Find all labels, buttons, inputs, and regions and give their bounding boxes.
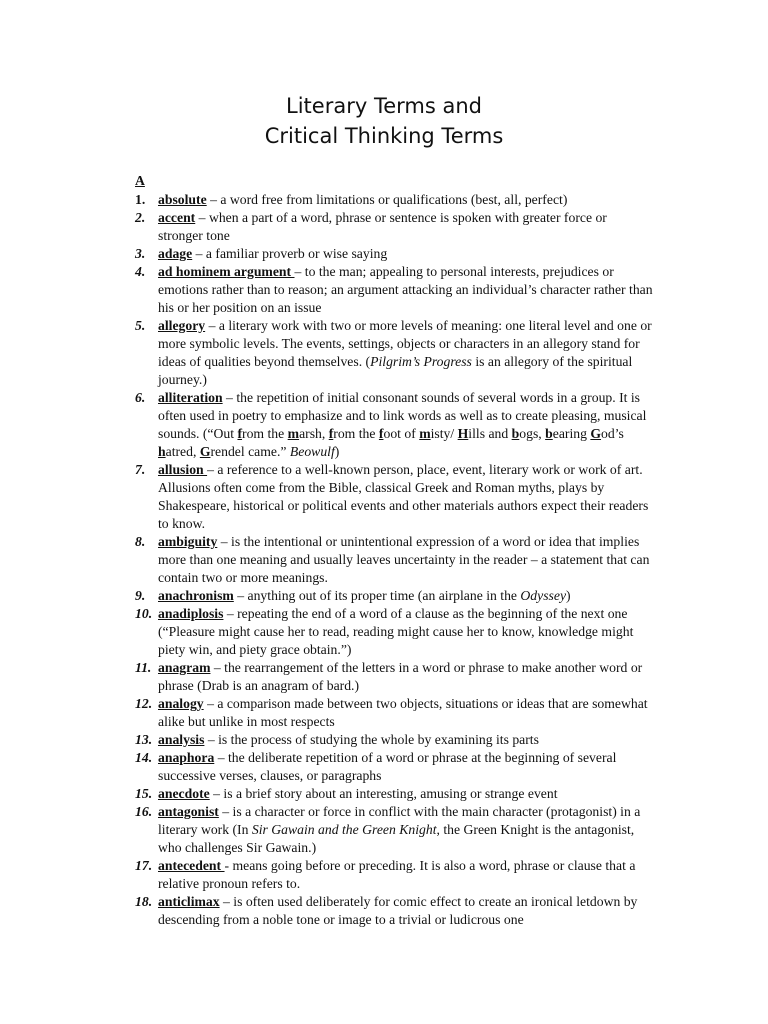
list-item: [135, 695, 655, 731]
definition-text: – a comparison made between two objects, situations or ideas that are somewhat alike but unlike in most respects: [158, 696, 648, 729]
term-label: absolute: [158, 192, 207, 207]
term-label: anagram: [158, 660, 211, 675]
item-number: 18.: [135, 894, 153, 909]
term-label: allegory: [158, 318, 206, 333]
list-item: [135, 605, 655, 659]
item-number: 8.: [135, 534, 146, 549]
item-number: 12.: [135, 696, 153, 711]
list-item: [135, 857, 655, 893]
definition-text: - means going before or preceding. It is also a word, phrase or clause that a relative pronoun refers to.: [158, 858, 636, 891]
item-number: 1.: [135, 192, 146, 207]
quote-text: oot of: [383, 426, 420, 441]
list-item: [135, 533, 655, 587]
term-label: ambiguity: [158, 534, 218, 549]
quote-text: ogs,: [519, 426, 546, 441]
work-title: Sir Gawain and the Green Knight: [251, 822, 437, 837]
list-item: [135, 389, 655, 461]
definition-text: – the repetition of initial consonant sounds of several words in a group. It is often used in poetry to emphasize and to link words as well as to create pleasing, musical sounds. (“Out: [158, 390, 647, 441]
definition-text: is an allegory of the spiritual journey.): [158, 354, 633, 387]
item-number: 14.: [135, 750, 153, 765]
list-item: [135, 317, 655, 389]
term-label: ad hominem argument: [158, 264, 295, 279]
term-label: antagonist: [158, 804, 219, 819]
term-label: adage: [158, 246, 193, 261]
definition-text: ): [566, 588, 571, 603]
title-line-1: Literary Terms and: [286, 94, 482, 118]
work-title: Pilgrim’s Progress: [370, 354, 472, 369]
list-item: [135, 263, 655, 317]
item-number: 16.: [135, 804, 153, 819]
item-number: 11.: [135, 660, 152, 675]
definition-text: – is a brief story about an interesting, amusing or strange event: [209, 786, 558, 801]
list-item: [135, 749, 655, 785]
item-number: 17.: [135, 858, 153, 873]
section-letter: A: [135, 173, 145, 188]
term-label: analogy: [158, 696, 204, 711]
quote-text: atred,: [165, 444, 200, 459]
definition-text: – the rearrangement of the letters in a word or phrase to make another word or phrase (Drab is an anagram of bard.): [158, 660, 643, 693]
list-item: [135, 659, 655, 695]
alliterated-letter: G: [199, 444, 211, 459]
item-number: 3.: [135, 246, 146, 261]
term-label: alliteration: [158, 390, 223, 405]
item-number: 10.: [135, 606, 153, 621]
definition-text: ): [334, 444, 340, 459]
quote-text: isty/: [430, 426, 458, 441]
alliterated-letter: m: [287, 426, 300, 441]
item-number: 13.: [135, 732, 153, 747]
quote-text: arsh,: [299, 426, 329, 441]
list-item: [135, 803, 655, 857]
list-item: [135, 785, 655, 803]
alliterated-letter: b: [511, 426, 520, 441]
alliterated-letter: m: [419, 426, 431, 441]
work-title: Odyssey: [520, 588, 567, 603]
definition-text: – the deliberate repetition of a word or phrase at the beginning of several successive verses, clauses, or paragraphs: [158, 750, 617, 783]
definition-text: – repeating the end of a word of a clause as the beginning of the next one (“Pleasure might cause her to read, reading might cause her to know, knowledge might piety win, and piety grace obtain.”): [158, 606, 634, 657]
definition-text: – to the man; appealing to personal interests, prejudices or emotions rather than to reason; an argument attacking an individual’s character rather than his or her position on an issue: [158, 264, 653, 315]
term-label: anaphora: [158, 750, 215, 765]
definition-text: – when a part of a word, phrase or sentence is spoken with greater force or stronger tone: [158, 210, 607, 243]
terms-list: [135, 172, 655, 929]
title-line-2: Critical Thinking Terms: [264, 124, 504, 148]
item-number: 6.: [135, 390, 146, 405]
quote-text: rom the: [242, 426, 288, 441]
term-label: anachronism: [158, 588, 234, 603]
definition-text: – a word free from limitations or qualifications (best, all, perfect): [206, 192, 568, 207]
definition-text: – a literary work with two or more levels of meaning: one literal level and one or more symbolic levels. The events, settings, objects or characters in an allegory stand for ideas of qualities beyond themselves. (: [158, 318, 652, 369]
work-title: Beowulf: [289, 444, 335, 459]
definition-text: – a reference to a well-known person, place, event, literary work or work of art. Allusions often come from the Bible, classical Greek and Roman myths, plays by Shakespeare, historical or political events and other materials authors expect their readers to know.: [158, 462, 649, 531]
item-number: 2.: [135, 210, 146, 225]
quote-text: rendel came.”: [210, 444, 290, 459]
alliterated-letter: H: [457, 426, 469, 441]
list-item: [135, 587, 655, 605]
quote-text: earing: [552, 426, 591, 441]
alliterated-letter: f: [328, 426, 334, 441]
quote-text: rom the: [333, 426, 379, 441]
definition-text: – is often used deliberately for comic effect to create an ironical letdown by descending from a noble tone or image to a trivial or ludicrous one: [158, 894, 638, 927]
alliterated-letter: h: [158, 444, 166, 459]
item-number: 7.: [135, 462, 146, 477]
item-number: 9.: [135, 588, 146, 603]
page-title: [0, 91, 768, 151]
list-item: [135, 209, 655, 245]
definition-text: – is the process of studying the whole by examining its parts: [204, 732, 539, 747]
item-number: 5.: [135, 318, 146, 333]
list-item: [135, 731, 655, 749]
alliterated-letter: f: [237, 426, 243, 441]
item-number: 15.: [135, 786, 153, 801]
definition-text: – is a character or force in conflict with the main character (protagonist) in a literary work (In: [158, 804, 641, 837]
term-label: allusion: [158, 462, 208, 477]
definition-text: , the Green Knight is the antagonist, who challenges Sir Gawain.): [158, 822, 635, 855]
term-label: accent: [158, 210, 196, 225]
alliterated-letter: f: [378, 426, 384, 441]
term-label: anadiplosis: [158, 606, 224, 621]
term-label: anecdote: [158, 786, 210, 801]
term-label: antecedent: [158, 858, 225, 873]
item-number: 4.: [135, 264, 146, 279]
list-item: [135, 893, 655, 929]
definition-text: – is the intentional or unintentional expression of a word or idea that implies more than one meaning and usually leaves uncertainty in the reader – a statement that can contain two or more meanings.: [158, 534, 650, 585]
definition-text: – anything out of its proper time (an airplane in the: [233, 588, 521, 603]
list-item: [135, 245, 655, 263]
term-label: anticlimax: [158, 894, 220, 909]
list-item: [135, 191, 655, 209]
list-item: [135, 461, 655, 533]
definition-text: – a familiar proverb or wise saying: [192, 246, 388, 261]
alliterated-letter: b: [545, 426, 553, 441]
quote-text: od’s: [601, 426, 624, 441]
alliterated-letter: G: [590, 426, 602, 441]
term-label: analysis: [158, 732, 205, 747]
quote-text: ills and: [468, 426, 512, 441]
